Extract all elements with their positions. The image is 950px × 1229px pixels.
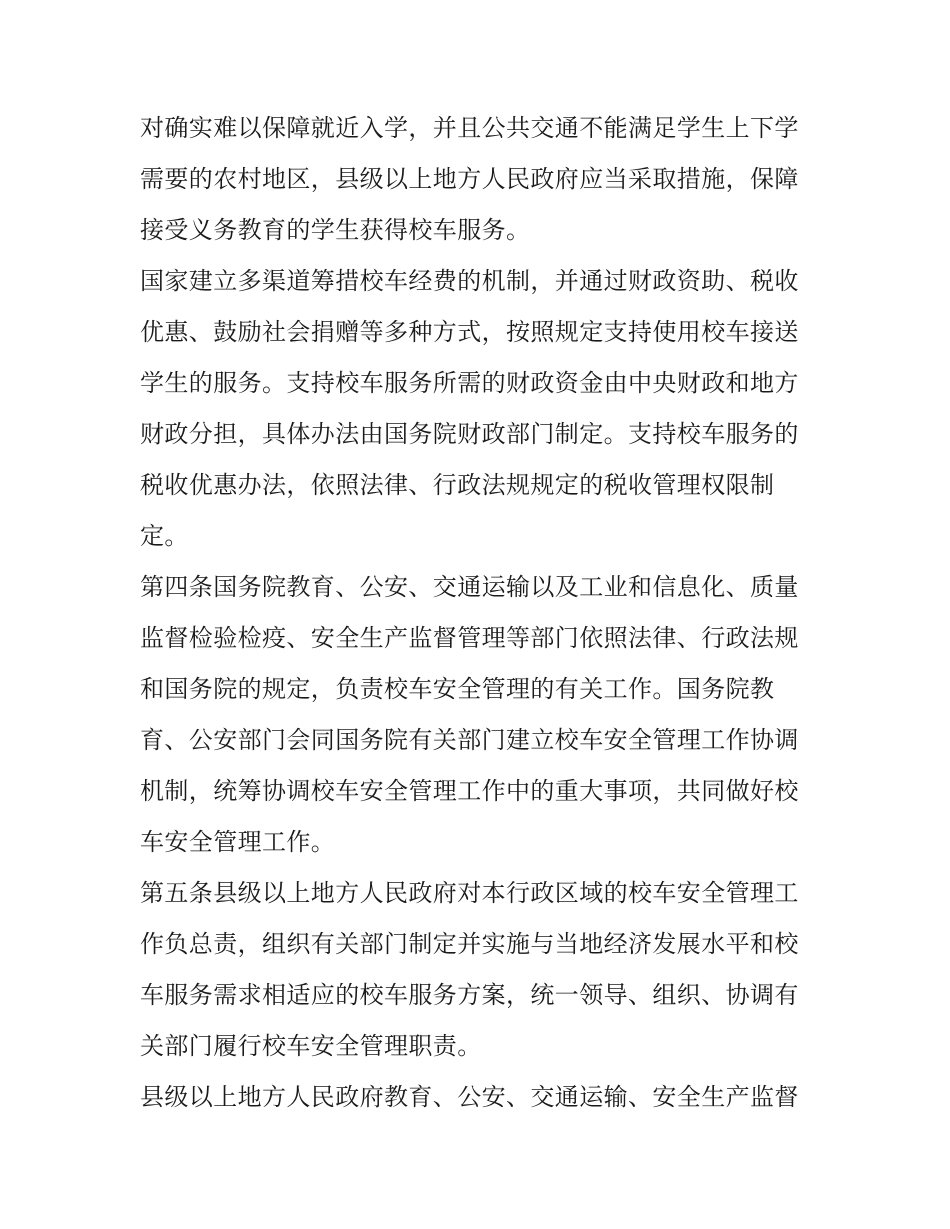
- text-line: 机制，统筹协调校车安全管理工作中的重大事项，共同做好校: [140, 777, 799, 805]
- text-line: 财政分担，具体办法由国务院财政部门制定。支持校车服务的: [140, 420, 799, 448]
- document-body: [140, 103, 820, 1123]
- text-line: 国家建立多渠道筹措校车经费的机制，并通过财政资助、税收: [140, 267, 799, 295]
- text-line: 接受义务教育的学生获得校车服务。: [140, 216, 531, 244]
- text-line: 县级以上地方人民政府教育、公安、交通运输、安全生产监督: [140, 1083, 799, 1111]
- text-line: 学生的服务。支持校车服务所需的财政资金由中央财政和地方: [140, 369, 799, 397]
- text-line: 育、公安部门会同国务院有关部门建立校车安全管理工作协调: [140, 726, 799, 754]
- text-line: 车安全管理工作。: [140, 828, 336, 856]
- text-line: 第四条国务院教育、公安、交通运输以及工业和信息化、质量: [140, 573, 799, 601]
- text-line: 第五条县级以上地方人民政府对本行政区域的校车安全管理工: [140, 879, 799, 907]
- text-line: 监督检验检疫、安全生产监督管理等部门依照法律、行政法规: [140, 624, 799, 652]
- text-line: 定。: [140, 522, 189, 550]
- text-line: 和国务院的规定，负责校车安全管理的有关工作。国务院教: [140, 675, 775, 703]
- text-line: 优惠、鼓励社会捐赠等多种方式，按照规定支持使用校车接送: [140, 318, 799, 346]
- text-line: 车服务需求相适应的校车服务方案，统一领导、组织、协调有: [140, 981, 799, 1009]
- text-line: 需要的农村地区，县级以上地方人民政府应当采取措施，保障: [140, 165, 799, 193]
- text-line: 关部门履行校车安全管理职责。: [140, 1032, 482, 1060]
- text-line: 税收优惠办法，依照法律、行政法规规定的税收管理权限制: [140, 471, 775, 499]
- text-line: 作负总责，组织有关部门制定并实施与当地经济发展水平和校: [140, 930, 799, 958]
- text-line: 对确实难以保障就近入学，并且公共交通不能满足学生上下学: [140, 114, 799, 142]
